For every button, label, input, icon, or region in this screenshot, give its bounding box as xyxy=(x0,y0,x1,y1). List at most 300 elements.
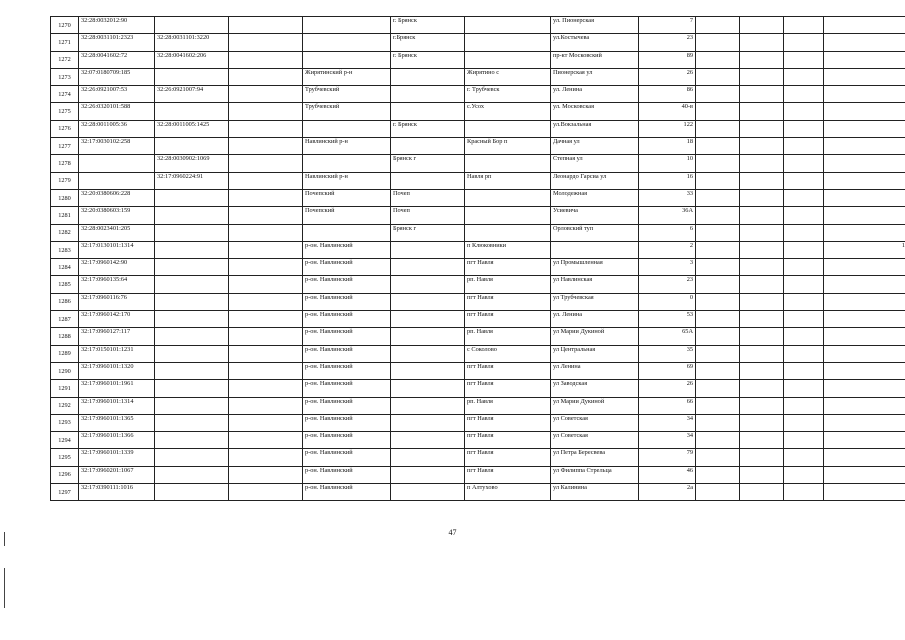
empty-cell xyxy=(696,397,740,414)
empty-cell xyxy=(784,86,824,103)
empty-cell xyxy=(740,172,784,189)
table-row xyxy=(51,224,905,241)
city-cell xyxy=(391,328,465,345)
empty-cell xyxy=(229,138,303,155)
row-number: 1271 xyxy=(51,34,79,51)
cadastral-number-cell: 32:17:0390111:1016 xyxy=(79,484,155,501)
cadastral-number-2-cell xyxy=(155,397,229,414)
settlement-cell xyxy=(465,207,551,224)
empty-cell xyxy=(740,449,784,466)
district-cell: Почепский xyxy=(303,189,391,206)
cadastral-number-cell: 32:07:0180709:185 xyxy=(79,68,155,85)
extra-cell xyxy=(824,138,905,155)
table-row xyxy=(51,345,905,362)
street-cell: пр-кт Московский xyxy=(551,51,639,68)
empty-cell xyxy=(696,155,740,172)
district-cell: Жирятинский р-н xyxy=(303,68,391,85)
settlement-cell xyxy=(465,120,551,137)
extra-cell xyxy=(824,414,905,431)
cadastral-number-2-cell xyxy=(155,207,229,224)
row-number: 1277 xyxy=(51,138,79,155)
empty-cell xyxy=(740,241,784,258)
empty-cell xyxy=(784,293,824,310)
settlement-cell xyxy=(465,17,551,34)
district-cell: р-он. Навлинский xyxy=(303,276,391,293)
empty-cell xyxy=(784,207,824,224)
row-number: 1286 xyxy=(51,293,79,310)
cadastral-number-cell: 32:28:0041602:72 xyxy=(79,51,155,68)
street-cell: ул Центральная xyxy=(551,345,639,362)
empty-cell xyxy=(229,293,303,310)
cadastral-number-2-cell xyxy=(155,311,229,328)
table-row xyxy=(51,103,905,120)
empty-cell xyxy=(229,120,303,137)
cadastral-number-2-cell xyxy=(155,432,229,449)
city-cell: г. Брянск xyxy=(391,17,465,34)
empty-cell xyxy=(784,34,824,51)
empty-cell xyxy=(229,86,303,103)
empty-cell xyxy=(229,103,303,120)
district-cell: р-он. Навлинский xyxy=(303,345,391,362)
cadastral-number-2-cell: 32:28:0041602:206 xyxy=(155,51,229,68)
settlement-cell: пгт Навля xyxy=(465,466,551,483)
cadastral-number-cell: 32:17:0960101:1366 xyxy=(79,432,155,449)
settlement-cell xyxy=(465,189,551,206)
scan-edge-mark xyxy=(4,568,5,608)
empty-cell xyxy=(740,155,784,172)
extra-cell xyxy=(824,362,905,379)
cadastral-number-cell xyxy=(79,155,155,172)
settlement-cell: п Клюковники xyxy=(465,241,551,258)
row-number: 1279 xyxy=(51,172,79,189)
house-number-cell: 40-в xyxy=(639,103,696,120)
row-number: 1288 xyxy=(51,328,79,345)
city-cell xyxy=(391,380,465,397)
cadastral-number-2-cell xyxy=(155,345,229,362)
empty-cell xyxy=(784,414,824,431)
city-cell xyxy=(391,466,465,483)
row-number: 1297 xyxy=(51,484,79,501)
table-row xyxy=(51,34,905,51)
table-row xyxy=(51,86,905,103)
registry-table-body xyxy=(51,17,905,501)
cadastral-number-2-cell xyxy=(155,484,229,501)
cadastral-number-cell: 32:17:0960135:64 xyxy=(79,276,155,293)
empty-cell xyxy=(740,86,784,103)
district-cell: Трубчевский xyxy=(303,103,391,120)
row-number: 1295 xyxy=(51,449,79,466)
house-number-cell: 7 xyxy=(639,17,696,34)
empty-cell xyxy=(740,34,784,51)
empty-cell xyxy=(229,362,303,379)
empty-cell xyxy=(229,155,303,172)
extra-cell xyxy=(824,51,905,68)
settlement-cell: рп. Навля xyxy=(465,276,551,293)
empty-cell xyxy=(784,51,824,68)
row-number: 1287 xyxy=(51,311,79,328)
empty-cell xyxy=(784,484,824,501)
street-cell: ул Ленина xyxy=(551,362,639,379)
district-cell: р-он. Навлинский xyxy=(303,397,391,414)
row-number: 1283 xyxy=(51,241,79,258)
settlement-cell: с Соколово xyxy=(465,345,551,362)
empty-cell xyxy=(784,432,824,449)
table-row xyxy=(51,293,905,310)
empty-cell xyxy=(784,380,824,397)
empty-cell xyxy=(229,414,303,431)
empty-cell xyxy=(740,466,784,483)
row-number: 1289 xyxy=(51,345,79,362)
empty-cell xyxy=(740,345,784,362)
empty-cell xyxy=(696,362,740,379)
city-cell: г. Брянск xyxy=(391,120,465,137)
city-cell xyxy=(391,414,465,431)
table-row xyxy=(51,311,905,328)
settlement-cell xyxy=(465,224,551,241)
row-number: 1282 xyxy=(51,224,79,241)
settlement-cell: пгт Навля xyxy=(465,311,551,328)
empty-cell xyxy=(740,68,784,85)
settlement-cell xyxy=(465,34,551,51)
extra-cell xyxy=(824,345,905,362)
city-cell: Брянск г xyxy=(391,155,465,172)
district-cell: р-он. Навлинский xyxy=(303,293,391,310)
cadastral-number-2-cell xyxy=(155,414,229,431)
cadastral-number-2-cell xyxy=(155,103,229,120)
settlement-cell: пгт Навля xyxy=(465,293,551,310)
table-row xyxy=(51,466,905,483)
row-number: 1280 xyxy=(51,189,79,206)
house-number-cell: 79 xyxy=(639,449,696,466)
empty-cell xyxy=(696,51,740,68)
street-cell: Пионерская ул xyxy=(551,68,639,85)
cadastral-number-cell: 32:17:0960201:1067 xyxy=(79,466,155,483)
city-cell: Брянск г xyxy=(391,224,465,241)
district-cell: р-он. Навлинский xyxy=(303,484,391,501)
cadastral-number-cell: 32:26:0320101:588 xyxy=(79,103,155,120)
empty-cell xyxy=(696,311,740,328)
table-row xyxy=(51,276,905,293)
empty-cell xyxy=(229,466,303,483)
table-row xyxy=(51,17,905,34)
empty-cell xyxy=(784,449,824,466)
extra-cell xyxy=(824,207,905,224)
house-number-cell: 86 xyxy=(639,86,696,103)
district-cell: р-он. Навлинский xyxy=(303,362,391,379)
row-number: 1276 xyxy=(51,120,79,137)
district-cell xyxy=(303,120,391,137)
cadastral-number-2-cell: 32:28:0031101:3220 xyxy=(155,34,229,51)
district-cell xyxy=(303,34,391,51)
empty-cell xyxy=(740,380,784,397)
empty-cell xyxy=(229,311,303,328)
empty-cell xyxy=(696,484,740,501)
street-cell: ул Навлинская xyxy=(551,276,639,293)
empty-cell xyxy=(740,311,784,328)
empty-cell xyxy=(740,103,784,120)
house-number-cell: 65А xyxy=(639,328,696,345)
cadastral-number-cell: 32:26:0921007:53 xyxy=(79,86,155,103)
district-cell: Навлинский р-н xyxy=(303,138,391,155)
extra-cell xyxy=(824,328,905,345)
empty-cell xyxy=(784,224,824,241)
extra-cell xyxy=(824,397,905,414)
city-cell xyxy=(391,432,465,449)
house-number-cell: 69 xyxy=(639,362,696,379)
table-row xyxy=(51,259,905,276)
street-cell: ул. Пионерская xyxy=(551,17,639,34)
empty-cell xyxy=(696,86,740,103)
cadastral-number-cell: 32:17:0960101:1365 xyxy=(79,414,155,431)
extra-cell xyxy=(824,311,905,328)
empty-cell xyxy=(784,328,824,345)
cadastral-number-2-cell xyxy=(155,259,229,276)
house-number-cell: 2 xyxy=(639,241,696,258)
cadastral-number-cell: 32:28:0011005:36 xyxy=(79,120,155,137)
empty-cell xyxy=(229,207,303,224)
cadastral-number-2-cell xyxy=(155,449,229,466)
empty-cell xyxy=(696,138,740,155)
empty-cell xyxy=(740,397,784,414)
cadastral-number-cell: 32:17:0960101:1320 xyxy=(79,362,155,379)
house-number-cell: 0 xyxy=(639,293,696,310)
cadastral-number-cell: 32:28:0031101:2323 xyxy=(79,34,155,51)
extra-cell xyxy=(824,34,905,51)
row-number: 1292 xyxy=(51,397,79,414)
city-cell xyxy=(391,68,465,85)
district-cell xyxy=(303,155,391,172)
empty-cell xyxy=(696,68,740,85)
street-cell: ул. Ленина xyxy=(551,311,639,328)
street-cell: ул Петра Бересвева xyxy=(551,449,639,466)
cadastral-number-2-cell xyxy=(155,466,229,483)
cadastral-number-2-cell xyxy=(155,362,229,379)
empty-cell xyxy=(784,189,824,206)
row-number: 1270 xyxy=(51,17,79,34)
district-cell: р-он. Навлинский xyxy=(303,311,391,328)
empty-cell xyxy=(740,138,784,155)
city-cell xyxy=(391,259,465,276)
city-cell xyxy=(391,345,465,362)
empty-cell xyxy=(229,224,303,241)
house-number-cell: 26 xyxy=(639,68,696,85)
empty-cell xyxy=(229,51,303,68)
city-cell: г. Брянск xyxy=(391,51,465,68)
street-cell: ул.Костычева xyxy=(551,34,639,51)
cadastral-number-cell: 32:17:0960127:117 xyxy=(79,328,155,345)
extra-cell xyxy=(824,17,905,34)
cadastral-number-cell xyxy=(79,172,155,189)
empty-cell xyxy=(784,311,824,328)
cadastral-number-cell: 32:28:0023401:205 xyxy=(79,224,155,241)
street-cell: ул. Ленина xyxy=(551,86,639,103)
settlement-cell: пгт Навля xyxy=(465,380,551,397)
cadastral-number-2-cell xyxy=(155,17,229,34)
empty-cell xyxy=(740,328,784,345)
district-cell: р-он. Навлинский xyxy=(303,414,391,431)
table-row xyxy=(51,397,905,414)
district-cell: р-он. Навлинский xyxy=(303,259,391,276)
table-row xyxy=(51,172,905,189)
house-number-cell: 16 xyxy=(639,172,696,189)
empty-cell xyxy=(784,120,824,137)
city-cell xyxy=(391,484,465,501)
cadastral-number-2-cell xyxy=(155,241,229,258)
empty-cell xyxy=(784,345,824,362)
cadastral-number-cell: 32:17:0960142:90 xyxy=(79,259,155,276)
street-cell: Орловский туп xyxy=(551,224,639,241)
cadastral-number-cell: 32:17:0960142:170 xyxy=(79,311,155,328)
settlement-cell: пгт Навля xyxy=(465,259,551,276)
empty-cell xyxy=(740,432,784,449)
district-cell: Навлинский р-н xyxy=(303,172,391,189)
extra-cell xyxy=(824,380,905,397)
empty-cell xyxy=(740,259,784,276)
cadastral-number-cell: 32:20:0380606:228 xyxy=(79,189,155,206)
cadastral-number-2-cell xyxy=(155,138,229,155)
table-row xyxy=(51,189,905,206)
empty-cell xyxy=(740,17,784,34)
empty-cell xyxy=(229,172,303,189)
row-number: 1294 xyxy=(51,432,79,449)
extra-cell xyxy=(824,68,905,85)
cadastral-number-cell: 32:17:0130101:1314 xyxy=(79,241,155,258)
row-number: 1291 xyxy=(51,380,79,397)
cadastral-number-cell: 32:17:0030102:258 xyxy=(79,138,155,155)
house-number-cell: 6 xyxy=(639,224,696,241)
empty-cell xyxy=(784,103,824,120)
district-cell: р-он. Навлинский xyxy=(303,328,391,345)
settlement-cell: рп. Навля xyxy=(465,397,551,414)
street-cell: Степная ул xyxy=(551,155,639,172)
extra-cell xyxy=(824,432,905,449)
empty-cell xyxy=(784,155,824,172)
empty-cell xyxy=(229,68,303,85)
empty-cell xyxy=(696,224,740,241)
scan-edge-mark xyxy=(4,532,5,546)
city-cell xyxy=(391,397,465,414)
empty-cell xyxy=(696,103,740,120)
cadastral-number-2-cell: 32:28:0011005:1425 xyxy=(155,120,229,137)
street-cell: ул Советская xyxy=(551,414,639,431)
empty-cell xyxy=(784,241,824,258)
empty-cell xyxy=(740,276,784,293)
empty-cell xyxy=(696,259,740,276)
street-cell: ул Промышленная xyxy=(551,259,639,276)
extra-cell xyxy=(824,172,905,189)
empty-cell xyxy=(696,345,740,362)
cadastral-number-cell: 32:17:0960116:76 xyxy=(79,293,155,310)
row-number: 1290 xyxy=(51,362,79,379)
cadastral-number-cell: 32:20:0380603:159 xyxy=(79,207,155,224)
empty-cell xyxy=(740,51,784,68)
district-cell: р-он. Навлинский xyxy=(303,380,391,397)
table-row xyxy=(51,328,905,345)
row-number: 1285 xyxy=(51,276,79,293)
empty-cell xyxy=(784,362,824,379)
street-cell: Усиевича xyxy=(551,207,639,224)
cadastral-number-cell: 32:28:0032012:90 xyxy=(79,17,155,34)
extra-cell xyxy=(824,293,905,310)
cadastral-number-cell: 32:17:0960101:1314 xyxy=(79,397,155,414)
table-row xyxy=(51,207,905,224)
table-row xyxy=(51,362,905,379)
empty-cell xyxy=(229,241,303,258)
settlement-cell: п Алтухово xyxy=(465,484,551,501)
street-cell: ул.Вокзальная xyxy=(551,120,639,137)
cadastral-number-2-cell xyxy=(155,328,229,345)
empty-cell xyxy=(696,172,740,189)
empty-cell xyxy=(740,224,784,241)
house-number-cell: 3 xyxy=(639,259,696,276)
district-cell: р-он. Навлинский xyxy=(303,449,391,466)
row-number: 1281 xyxy=(51,207,79,224)
page-number: 47 xyxy=(448,528,457,537)
extra-cell xyxy=(824,86,905,103)
settlement-cell: Жирятино с xyxy=(465,68,551,85)
cadastral-number-2-cell xyxy=(155,293,229,310)
cadastral-number-2-cell xyxy=(155,224,229,241)
empty-cell xyxy=(229,34,303,51)
street-cell: Леонардо Гарсиа ул xyxy=(551,172,639,189)
house-number-cell: 66 xyxy=(639,397,696,414)
house-number-cell: 122 xyxy=(639,120,696,137)
house-number-cell: 23 xyxy=(639,276,696,293)
cadastral-number-2-cell xyxy=(155,380,229,397)
empty-cell xyxy=(696,432,740,449)
empty-cell xyxy=(229,189,303,206)
cadastral-number-2-cell: 32:28:0030902:1069 xyxy=(155,155,229,172)
empty-cell xyxy=(784,172,824,189)
empty-cell xyxy=(229,484,303,501)
empty-cell xyxy=(696,414,740,431)
street-cell: ул Филиппа Стрельца xyxy=(551,466,639,483)
empty-cell xyxy=(229,380,303,397)
city-cell xyxy=(391,449,465,466)
house-number-cell: 33 xyxy=(639,189,696,206)
settlement-cell: Навля рп xyxy=(465,172,551,189)
settlement-cell: пгт Навля xyxy=(465,362,551,379)
city-cell: Почеп xyxy=(391,189,465,206)
settlement-cell xyxy=(465,155,551,172)
empty-cell xyxy=(784,17,824,34)
cadastral-number-2-cell: 32:26:0921007:94 xyxy=(155,86,229,103)
city-cell xyxy=(391,276,465,293)
empty-cell xyxy=(696,380,740,397)
extra-cell: 1 xyxy=(824,241,905,258)
extra-cell xyxy=(824,259,905,276)
empty-cell xyxy=(696,17,740,34)
empty-cell xyxy=(740,484,784,501)
settlement-cell: г. Трубчевск xyxy=(465,86,551,103)
house-number-cell: 18 xyxy=(639,138,696,155)
table-row xyxy=(51,68,905,85)
street-cell: Дачная ул xyxy=(551,138,639,155)
street-cell: ул Марии Дукиной xyxy=(551,397,639,414)
empty-cell xyxy=(740,120,784,137)
house-number-cell: 34 xyxy=(639,414,696,431)
house-number-cell: 34 xyxy=(639,432,696,449)
cadastral-number-2-cell xyxy=(155,68,229,85)
row-number: 1293 xyxy=(51,414,79,431)
street-cell: ул Марии Дукиной xyxy=(551,328,639,345)
empty-cell xyxy=(696,34,740,51)
district-cell xyxy=(303,17,391,34)
district-cell: р-он. Навлинский xyxy=(303,241,391,258)
house-number-cell: 10 xyxy=(639,155,696,172)
empty-cell xyxy=(229,17,303,34)
district-cell: р-он. Навлинский xyxy=(303,432,391,449)
